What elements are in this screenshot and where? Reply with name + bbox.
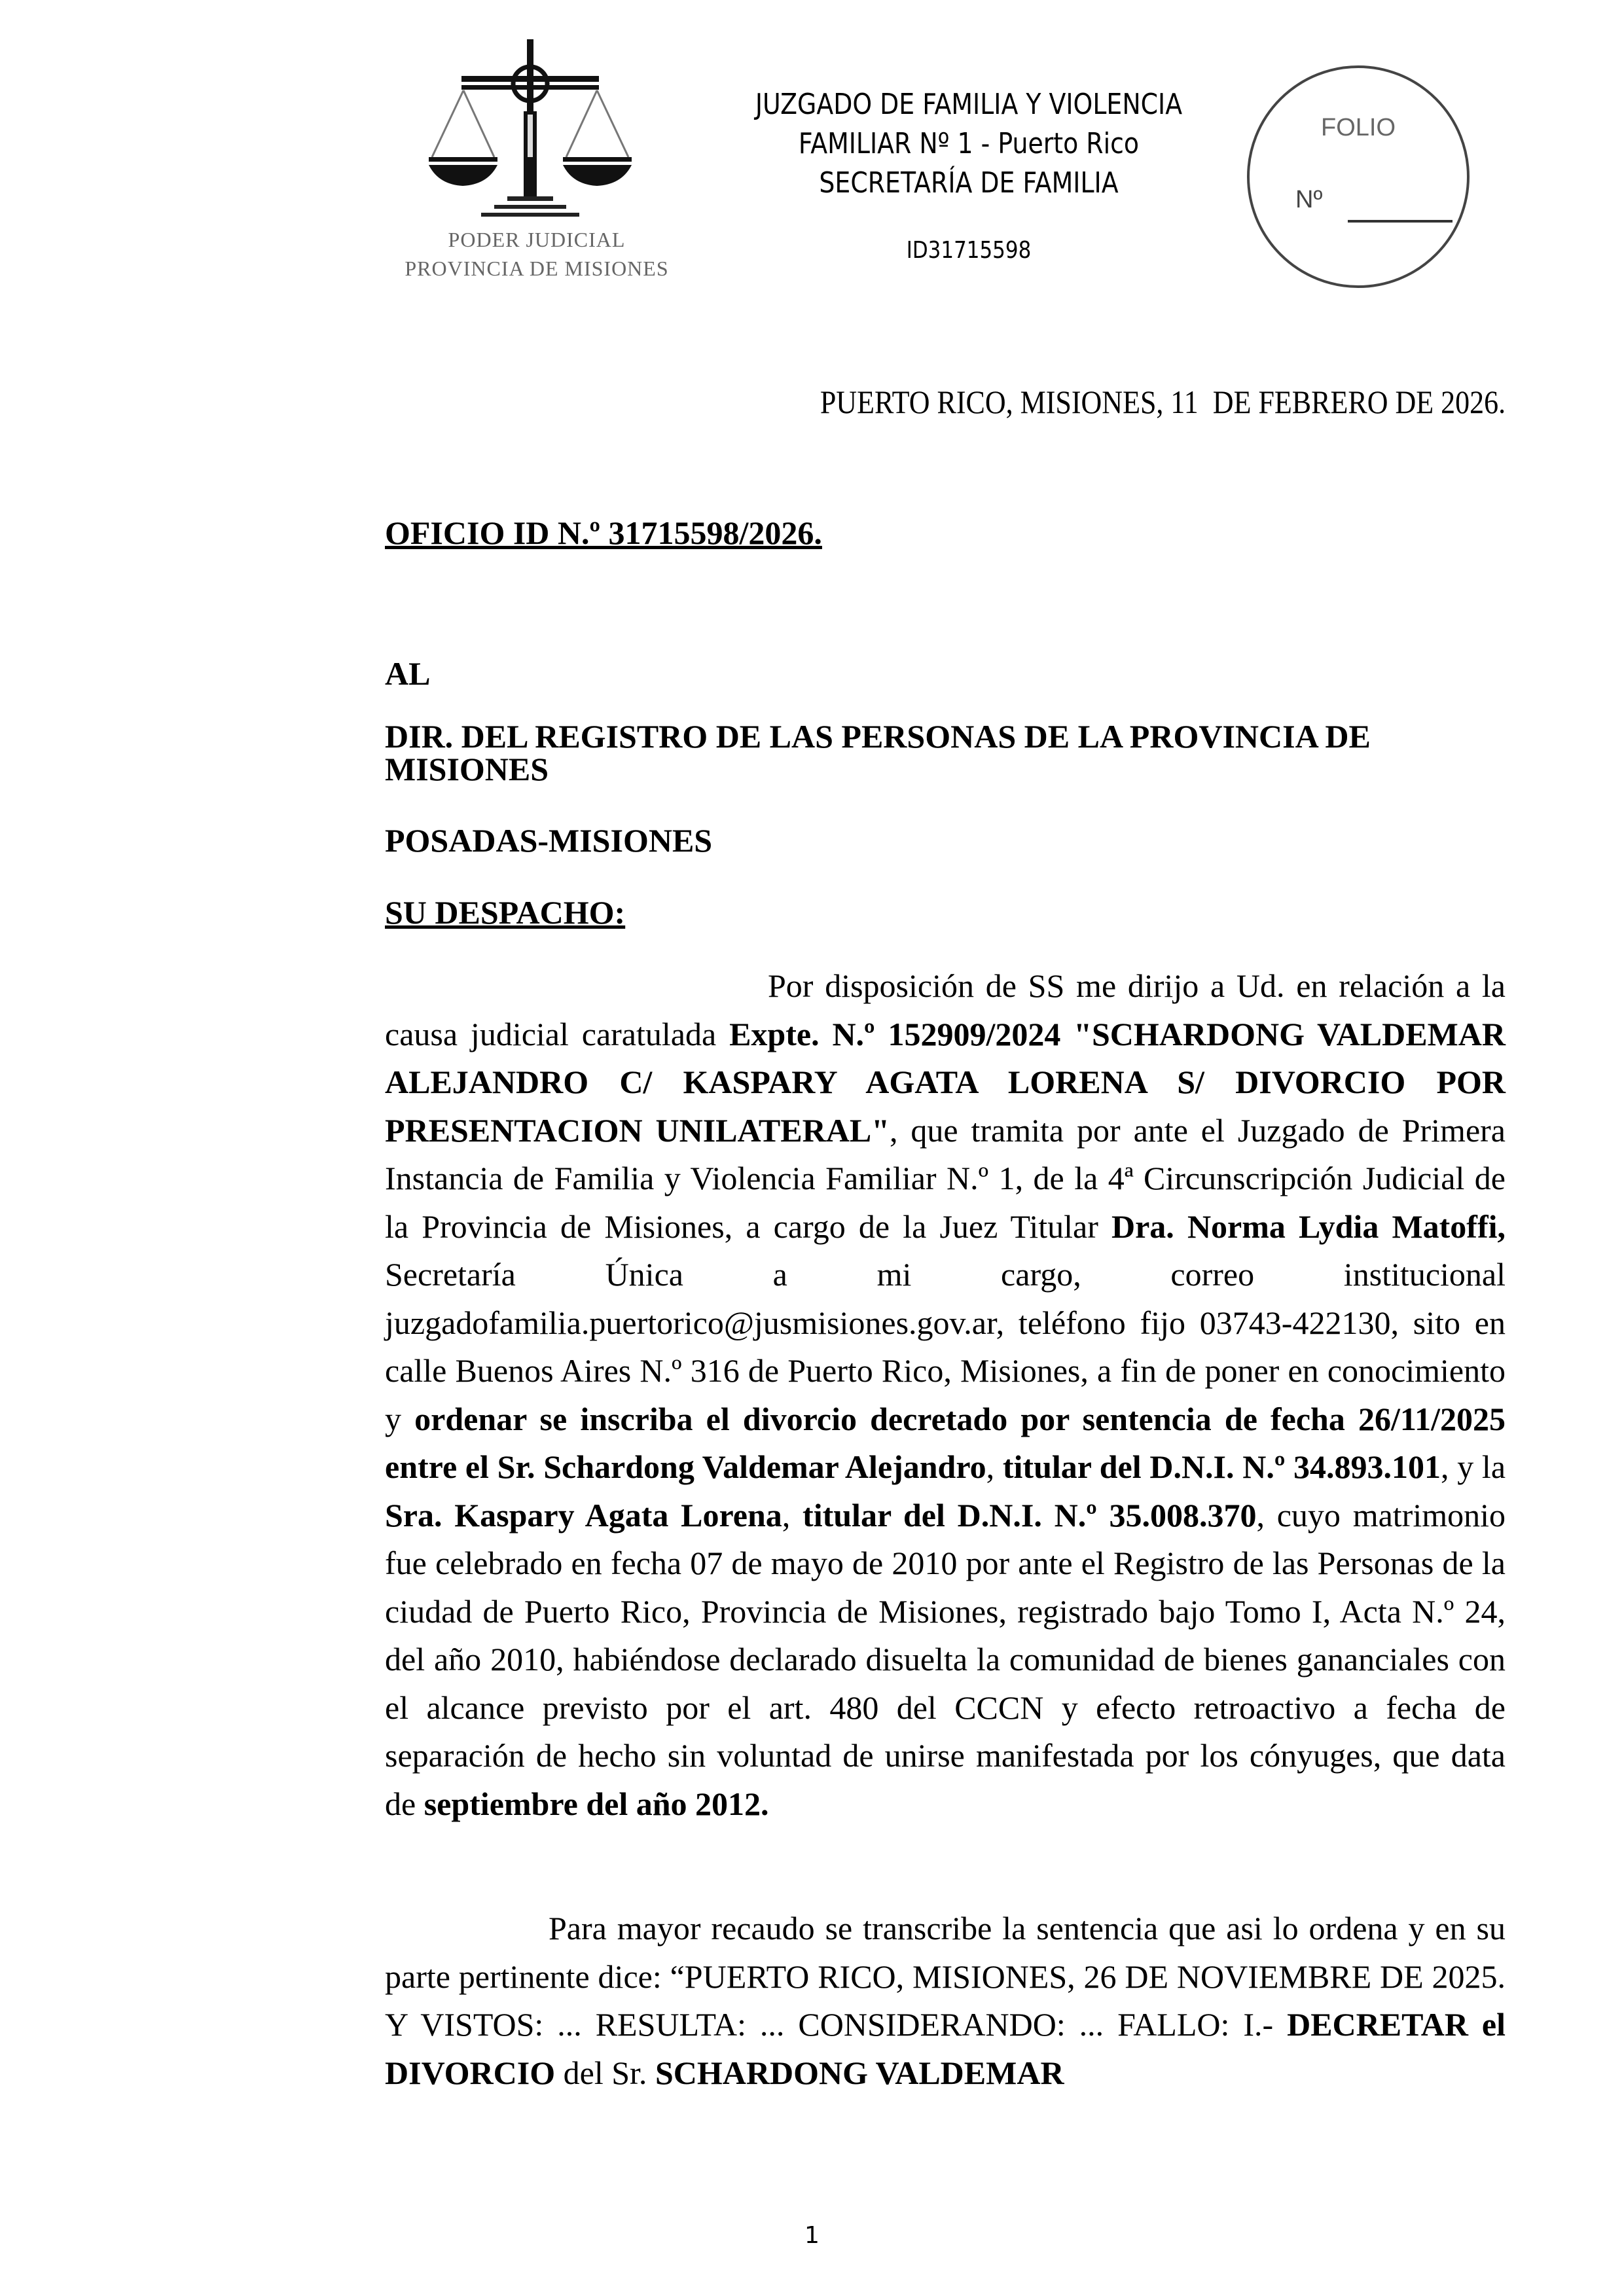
text-run: , [986, 1448, 1003, 1485]
su-despacho: SU DESPACHO: [385, 894, 626, 931]
folio-number-label: Nº [1295, 186, 1323, 213]
text-run: , y la [1441, 1448, 1506, 1485]
text-run: , cuyo matrimonio fue celebrado en fecha 07 de mayo de 2010 por ante el Registro de las Personas de la ciudad de Puerto Rico, Provincia de Misiones, registrado bajo Tomo I, Acta N.º 24, del año 2010, habiéndose declarado disuelta la comunidad de bienes gananciales con el alcance previsto por el art. 480 del CCCN y efecto retroactivo a fecha de separación de hecho sin voluntad de unirse manifestada por los cónyuges, que data de [385, 1496, 1506, 1822]
court-line-3: SECRETARÍA DE FAMILIA [819, 166, 1119, 200]
poder-judicial-logo [399, 39, 674, 288]
logo-line-1: PODER JUDICIAL [448, 228, 626, 251]
bold-text-run: Dra. Norma Lydia Matoffi, [1111, 1208, 1506, 1245]
document-date: PUERTO RICO, MISIONES, 11 DE FEBRERO DE 2026. [820, 384, 1506, 420]
text-run: , que tramita por ante el Juzgado de Primera Instancia de Familia y Violencia Familiar N.º 1, de la 4ª Circunscripción Judicial de la Provincia de Misiones, a cargo de la Juez Titular [385, 1111, 1506, 1245]
folio-title: FOLIO [1320, 114, 1396, 141]
bold-text-run: SCHARDONG VALDEMAR [655, 2054, 1064, 2091]
folio-number-blank [1348, 220, 1453, 223]
body-paragraph-2 [385, 1905, 1506, 2097]
recipient-city: POSADAS-MISIONES [385, 822, 713, 859]
text-run: Por disposición de SS me dirijo a Ud. en relación a la causa judicial caratulada [385, 967, 1506, 1052]
oficio-number: OFICIO ID N.º 31715598/2026. [385, 514, 822, 551]
scales-of-justice-icon [425, 39, 635, 223]
bold-text-run: titular del D.N.I. N.º 35.008.370 [803, 1496, 1257, 1534]
bold-text-run: septiembre del año 2012. [424, 1785, 769, 1822]
bold-text-run: DECRETAR el DIVORCIO [385, 2006, 1506, 2091]
court-line-2: FAMILIAR Nº 1 - Puerto Rico [798, 127, 1140, 160]
recipient-al: AL [385, 655, 431, 692]
page-number: 1 [804, 2222, 820, 2249]
text-run: del Sr. [555, 2054, 655, 2091]
bold-text-run: Sra. Kaspary Agata Lorena [385, 1496, 782, 1534]
bold-text-run: Expte. N.º 152909/2024 "SCHARDONG VALDEMAR ALEJANDRO C/ KASPARY AGATA LORENA S/ DIVORCIO POR PRESENTACION UNILATERAL" [385, 1015, 1506, 1149]
court-id: ID31715598 [906, 237, 1032, 264]
text-run: Secretaría Única a mi cargo, correo institucional juzgadofamilia.puertorico@jusmisiones.gov.ar, teléfono fijo 03743-422130, sito en calle Buenos Aires N.º 316 de Puerto Rico, Misiones, a fin de poner en conocimiento y [385, 1256, 1506, 1437]
recipient-director: DIR. DEL REGISTRO DE LAS PERSONAS DE LA PROVINCIA DE MISIONES [385, 718, 1371, 787]
bold-text-run: titular del D.N.I. N.º 34.893.101 [1002, 1448, 1441, 1485]
logo-line-2: PROVINCIA DE MISIONES [405, 257, 669, 280]
body-paragraph-1 [385, 962, 1506, 1828]
folio-stamp [1247, 65, 1470, 288]
bold-text-run: ordenar se inscriba el divorcio decretado por sentencia de fecha 26/11/2025 entre el Sr. Schardong Valdemar Alejandro [385, 1400, 1506, 1485]
text-run: Para mayor recaudo se transcribe la sentencia que asi lo ordena y en su parte pertinente dice: “PUERTO RICO, MISIONES, 26 DE NOVIEMBRE DE 2025. Y VISTOS: ... RESULTA: ... CONSIDERANDO: ... FALLO: I.- [385, 1910, 1506, 2043]
court-line-1: JUZGADO DE FAMILIA Y VIOLENCIA [755, 88, 1183, 121]
text-run: , [782, 1496, 803, 1534]
court-header [721, 85, 1217, 203]
